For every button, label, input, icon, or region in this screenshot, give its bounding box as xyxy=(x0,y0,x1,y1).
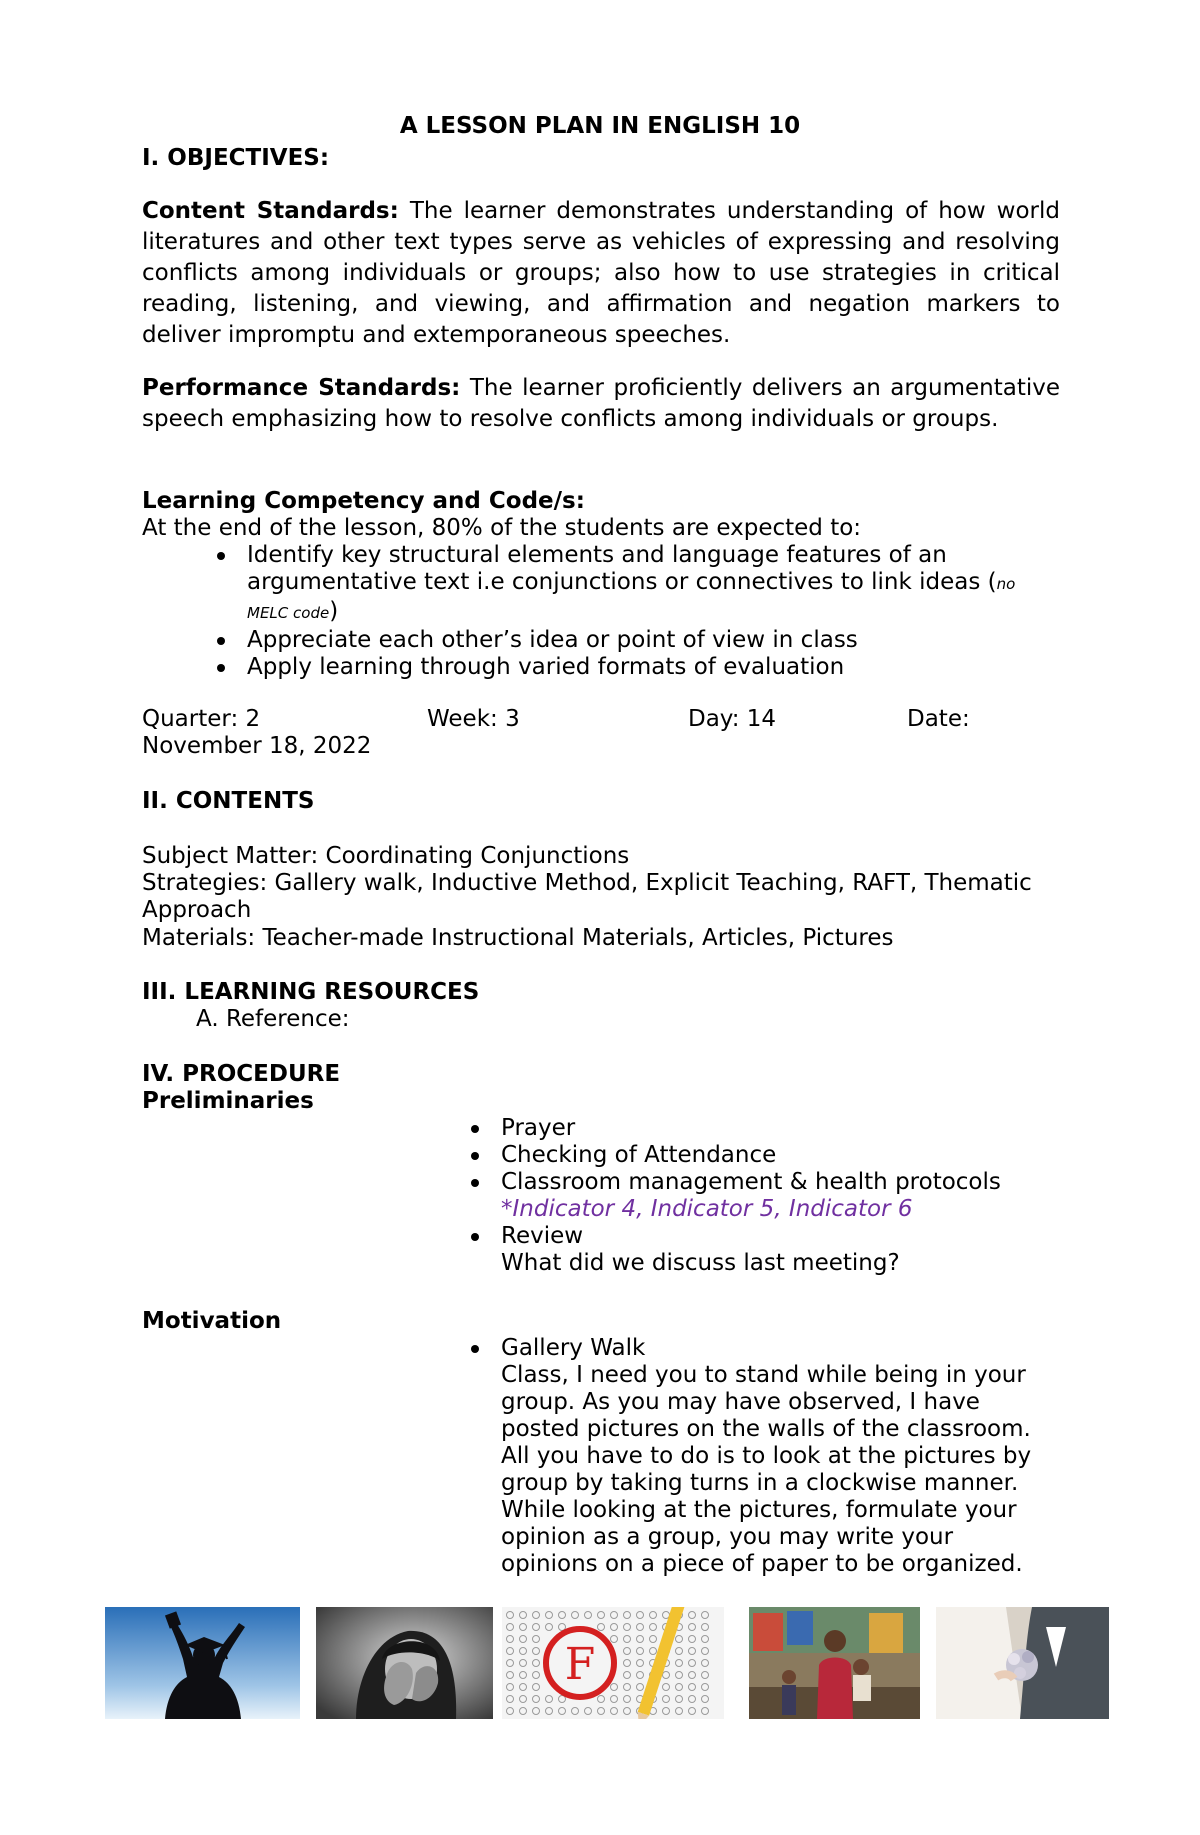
preliminaries-list xyxy=(501,1115,1061,1277)
failing-grade-drawing xyxy=(502,1607,724,1719)
bullet-icon xyxy=(217,664,225,672)
distressed-person-image xyxy=(316,1607,493,1719)
list-item-continuation: Class, I need you to stand while being in your xyxy=(501,1362,1026,1388)
distressed-person-drawing xyxy=(316,1607,493,1719)
resources-heading: III. LEARNING RESOURCES xyxy=(142,979,480,1005)
list-item-continuation: group by taking turns in a clockwise manner. xyxy=(501,1470,1019,1496)
bullet-icon xyxy=(471,1125,479,1133)
list-item-continuation: opinion as a group, you may write your xyxy=(501,1524,954,1550)
bullet-icon xyxy=(217,637,225,645)
list-item-continuation xyxy=(501,1196,1061,1223)
list-item: Review xyxy=(501,1223,1061,1250)
bullet-icon xyxy=(471,1179,479,1187)
subject-matter: Subject Matter: Coordinating Conjunctions xyxy=(142,843,630,869)
bullet-icon xyxy=(471,1345,479,1353)
list-item: Identify key structural elements and language features of an xyxy=(247,542,1067,569)
bullet-icon xyxy=(217,552,225,560)
performance-standards-label: Performance Standards: xyxy=(142,375,461,401)
day-label: Day: 14 xyxy=(688,706,777,732)
indicator-note: *Indicator 4, Indicator 5, Indicator 6 xyxy=(501,1196,913,1222)
list-item: Classroom management & health protocols xyxy=(501,1169,1061,1196)
list-item-continuation: posted pictures on the walls of the classroom. xyxy=(501,1416,1031,1442)
content-standards-text: The learner demonstrates understanding of how world literatures and other text types serve as vehicles of expressing and resolving conflicts among individuals or groups; also how to use strategies in critical reading, listening, and viewing, and affirmation and negation markers to deliver impromptu and extemporaneous speeches. xyxy=(142,198,1060,348)
preliminaries-label: Preliminaries xyxy=(142,1088,314,1114)
contents-heading: II. CONTENTS xyxy=(142,788,315,814)
content-standards xyxy=(142,196,1060,351)
quarter-label: Quarter: 2 xyxy=(142,706,261,732)
poverty-family-drawing xyxy=(749,1607,920,1719)
week-label: Week: 3 xyxy=(427,706,520,732)
document-title: A LESSON PLAN IN ENGLISH 10 xyxy=(399,113,801,139)
list-item-continuation: While looking at the pictures, formulate your xyxy=(501,1497,1017,1523)
list-item-continuation: MELC code) xyxy=(247,598,339,624)
list-item-continuation: All you have to do is to look at the pictures by xyxy=(501,1443,1032,1469)
performance-standards xyxy=(142,373,1060,435)
competency-heading: Learning Competency and Code/s: xyxy=(142,488,585,514)
performance-standards-text: The learner proficiently delivers an argumentative speech emphasizing how to resolve conflicts among individuals or groups. xyxy=(142,375,1061,432)
bullet-icon xyxy=(471,1233,479,1241)
list-item-continuation: argumentative text i.e conjunctions or connectives to link ideas (no xyxy=(247,569,1016,595)
list-item-continuation: group. As you may have observed, I have xyxy=(501,1389,980,1415)
motivation-list xyxy=(501,1335,1061,1578)
competency-list xyxy=(247,542,1067,681)
wedding-couple-image xyxy=(936,1607,1109,1719)
date-label: Date: xyxy=(907,706,970,732)
list-item: Prayer xyxy=(501,1115,1061,1142)
wedding-couple-drawing xyxy=(936,1607,1109,1719)
strategies-continuation: Approach xyxy=(142,897,252,923)
list-item-continuation: What did we discuss last meeting? xyxy=(501,1250,900,1276)
list-item: Gallery Walk xyxy=(501,1335,1061,1362)
list-item-continuation: opinions on a piece of paper to be organized. xyxy=(501,1551,1023,1577)
date-value: November 18, 2022 xyxy=(142,733,372,759)
procedure-heading: IV. PROCEDURE xyxy=(142,1061,341,1087)
graduate-silhouette-drawing xyxy=(105,1607,300,1719)
failing-grade-image xyxy=(502,1607,724,1719)
reference-item: A. Reference: xyxy=(196,1006,350,1032)
materials: Materials: Teacher-made Instructional Materials, Articles, Pictures xyxy=(142,925,894,951)
competency-intro: At the end of the lesson, 80% of the students are expected to: xyxy=(142,515,862,541)
bullet-icon xyxy=(471,1152,479,1160)
motivation-label: Motivation xyxy=(142,1308,282,1334)
poverty-family-image xyxy=(749,1607,920,1719)
strategies: Strategies: Gallery walk, Inductive Method, Explicit Teaching, RAFT, Thematic xyxy=(142,870,1032,896)
list-item: Apply learning through varied formats of evaluation xyxy=(247,654,1067,681)
grade-letter-f: F xyxy=(564,1639,596,1690)
graduate-silhouette-image xyxy=(105,1607,300,1719)
objectives-heading: I. OBJECTIVES: xyxy=(142,145,330,171)
list-item: Appreciate each other’s idea or point of view in class xyxy=(247,627,1067,654)
content-standards-label: Content Standards: xyxy=(142,198,399,224)
list-item: Checking of Attendance xyxy=(501,1142,1061,1169)
